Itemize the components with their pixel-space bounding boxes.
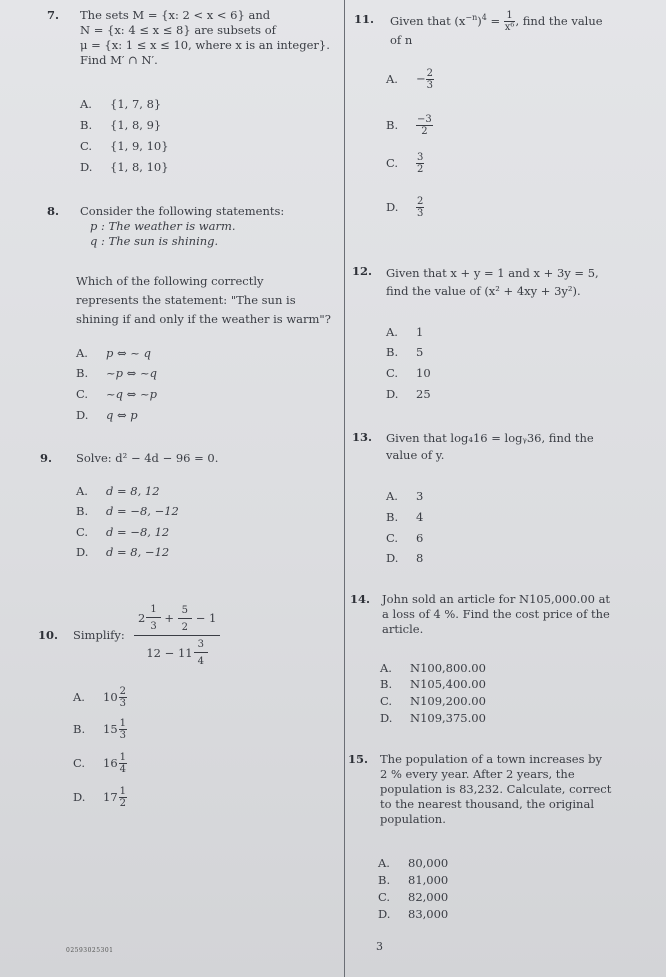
q8-option-b[interactable]: B. ~p ⇔ ~q	[76, 366, 157, 380]
q10-option-c[interactable]: C. 16 $\frac{1}{4}$	[73, 752, 127, 775]
q7-line2: N = {x: 4 ≤ x ≤ 8} are subsets of	[80, 23, 276, 37]
q8-text	[80, 204, 284, 249]
q7-option-b[interactable]: B. {1, 8, 9}	[80, 118, 162, 132]
q7-line4: Find M′ ∩ N′.	[80, 53, 158, 67]
q12-option-b[interactable]: B. 5	[386, 345, 424, 359]
q12-line1: Given that x + y = 1 and x + 3y = 5,	[386, 266, 599, 280]
q8-option-a[interactable]: A. p ⇔ ~ q	[76, 346, 151, 360]
q10-numerator: 2 $\frac{1}{3}$ + $\frac{5}{2}$ − 1	[134, 604, 220, 636]
q14-line2: a loss of 4 %. Find the cost price of the	[382, 607, 610, 621]
q9-number: 9.	[40, 451, 53, 465]
q9-option-a[interactable]: A. d = 8, 12	[76, 484, 160, 498]
q7-option-c[interactable]: C. {1, 9, 10}	[80, 139, 169, 153]
q13-option-d[interactable]: D. 8	[386, 551, 424, 565]
q9-text: Solve: d² − 4d − 96 = 0.	[76, 451, 219, 465]
footer-code: 02593025301	[66, 947, 114, 954]
q13-option-b[interactable]: B. 4	[386, 510, 424, 524]
q10-expression	[134, 604, 220, 667]
q12-text	[386, 264, 599, 300]
q15-option-b[interactable]: B. 81,000	[378, 873, 449, 887]
q7-option-a[interactable]: A. {1, 7, 8}	[80, 97, 162, 111]
q10-option-a[interactable]: A. 10 $\frac{2}{3}$	[73, 686, 127, 709]
q14-option-c[interactable]: C. N109,200.00	[380, 694, 486, 708]
q8-line3: represents the statement: "The sun is	[76, 293, 296, 307]
q13-number: 13.	[352, 430, 373, 444]
q10-option-b[interactable]: B. 15 $\frac{1}{3}$	[73, 718, 127, 741]
q14-option-a[interactable]: A. N100,800.00	[380, 661, 486, 675]
q8-statement-p: p : The weather is warm.	[90, 219, 236, 233]
q15-line4: to the nearest thousand, the original	[380, 797, 595, 811]
q7-line1: The sets M = {x: 2 < x < 6} and	[80, 8, 271, 22]
q12-option-c[interactable]: C. 10	[386, 366, 431, 380]
q13-line1: Given that log₄16 = logᵧ36, find the	[386, 431, 594, 445]
q14-option-b[interactable]: B. N105,400.00	[380, 677, 486, 691]
q11-line2: of n	[390, 33, 413, 47]
q12-number: 12.	[352, 264, 373, 278]
q15-option-a[interactable]: A. 80,000	[378, 856, 449, 870]
q15-number: 15.	[348, 752, 369, 766]
q10-number: 10.	[38, 628, 59, 642]
q12-option-d[interactable]: D. 25	[386, 387, 431, 401]
q8-number: 8.	[47, 204, 60, 218]
q11-option-b[interactable]: B. $\frac{-3}{2}$	[386, 114, 432, 137]
q14-line3: article.	[382, 622, 424, 636]
q9-option-d[interactable]: D. d = 8, −12	[76, 545, 170, 559]
q14-option-d[interactable]: D. N109,375.00	[380, 711, 486, 725]
q13-line2: value of y.	[386, 448, 445, 462]
q7-line3: μ = {x: 1 ≤ x ≤ 10, where x is an integer}.	[80, 38, 330, 52]
q11-option-c[interactable]: C. $\frac{3}{2}$	[386, 152, 424, 175]
q10-label: Simplify:	[73, 628, 125, 642]
q8-line1: Consider the following statements:	[80, 204, 285, 218]
q13-option-a[interactable]: A. 3	[386, 489, 424, 503]
q11-text: Given that $(x^{-n})^4$ = $\frac{1}{\text{x⁶}}$ , find the value	[390, 10, 603, 34]
q10-big-fraction	[134, 604, 220, 667]
q12-line2: find the value of (x² + 4xy + 3y²).	[386, 284, 581, 298]
q8-line4: shining if and only if the weather is warm"?	[76, 312, 331, 326]
q14-line1: John sold an article for N105,000.00 at	[382, 592, 611, 606]
q15-line1: The population of a town increases by	[380, 752, 603, 766]
column-divider	[344, 0, 345, 977]
q14-text	[382, 592, 610, 637]
q8-statement-q: q : The sun is shining.	[90, 234, 219, 248]
q15-option-c[interactable]: C. 82,000	[378, 890, 449, 904]
page-number: 3	[376, 940, 383, 953]
q9-option-b[interactable]: B. d = −8, −12	[76, 504, 179, 518]
q15-line3: population is 83,232. Calculate, correct	[380, 782, 612, 796]
q8-option-d[interactable]: D. q ⇔ p	[76, 408, 138, 422]
q15-line5: population.	[380, 812, 446, 826]
q7-option-d[interactable]: D. {1, 8, 10}	[80, 160, 169, 174]
q14-number: 14.	[350, 592, 371, 606]
q8-option-c[interactable]: C. ~q ⇔ ~p	[76, 387, 157, 401]
q9-option-c[interactable]: C. d = −8, 12	[76, 525, 170, 539]
q11-option-a[interactable]: A. − $\frac{2}{3}$	[386, 68, 434, 91]
q11-number: 11.	[354, 12, 375, 26]
q7-text	[80, 8, 330, 68]
q8-question	[76, 272, 331, 329]
q11-option-d[interactable]: D. $\frac{2}{3}$	[386, 196, 424, 219]
q10-denominator: 12 − 11 $\frac{3}{4}$	[134, 636, 220, 667]
q15-line2: 2 % every year. After 2 years, the	[380, 767, 575, 781]
q15-text	[380, 752, 611, 827]
q10-option-d[interactable]: D. 17 $\frac{1}{2}$	[73, 786, 127, 809]
q12-option-a[interactable]: A. 1	[386, 325, 424, 339]
q13-text	[386, 430, 594, 464]
q15-option-d[interactable]: D. 83,000	[378, 907, 449, 921]
q13-option-c[interactable]: C. 6	[386, 531, 424, 545]
q8-line2: Which of the following correctly	[76, 274, 264, 288]
q7-number: 7.	[47, 8, 60, 22]
